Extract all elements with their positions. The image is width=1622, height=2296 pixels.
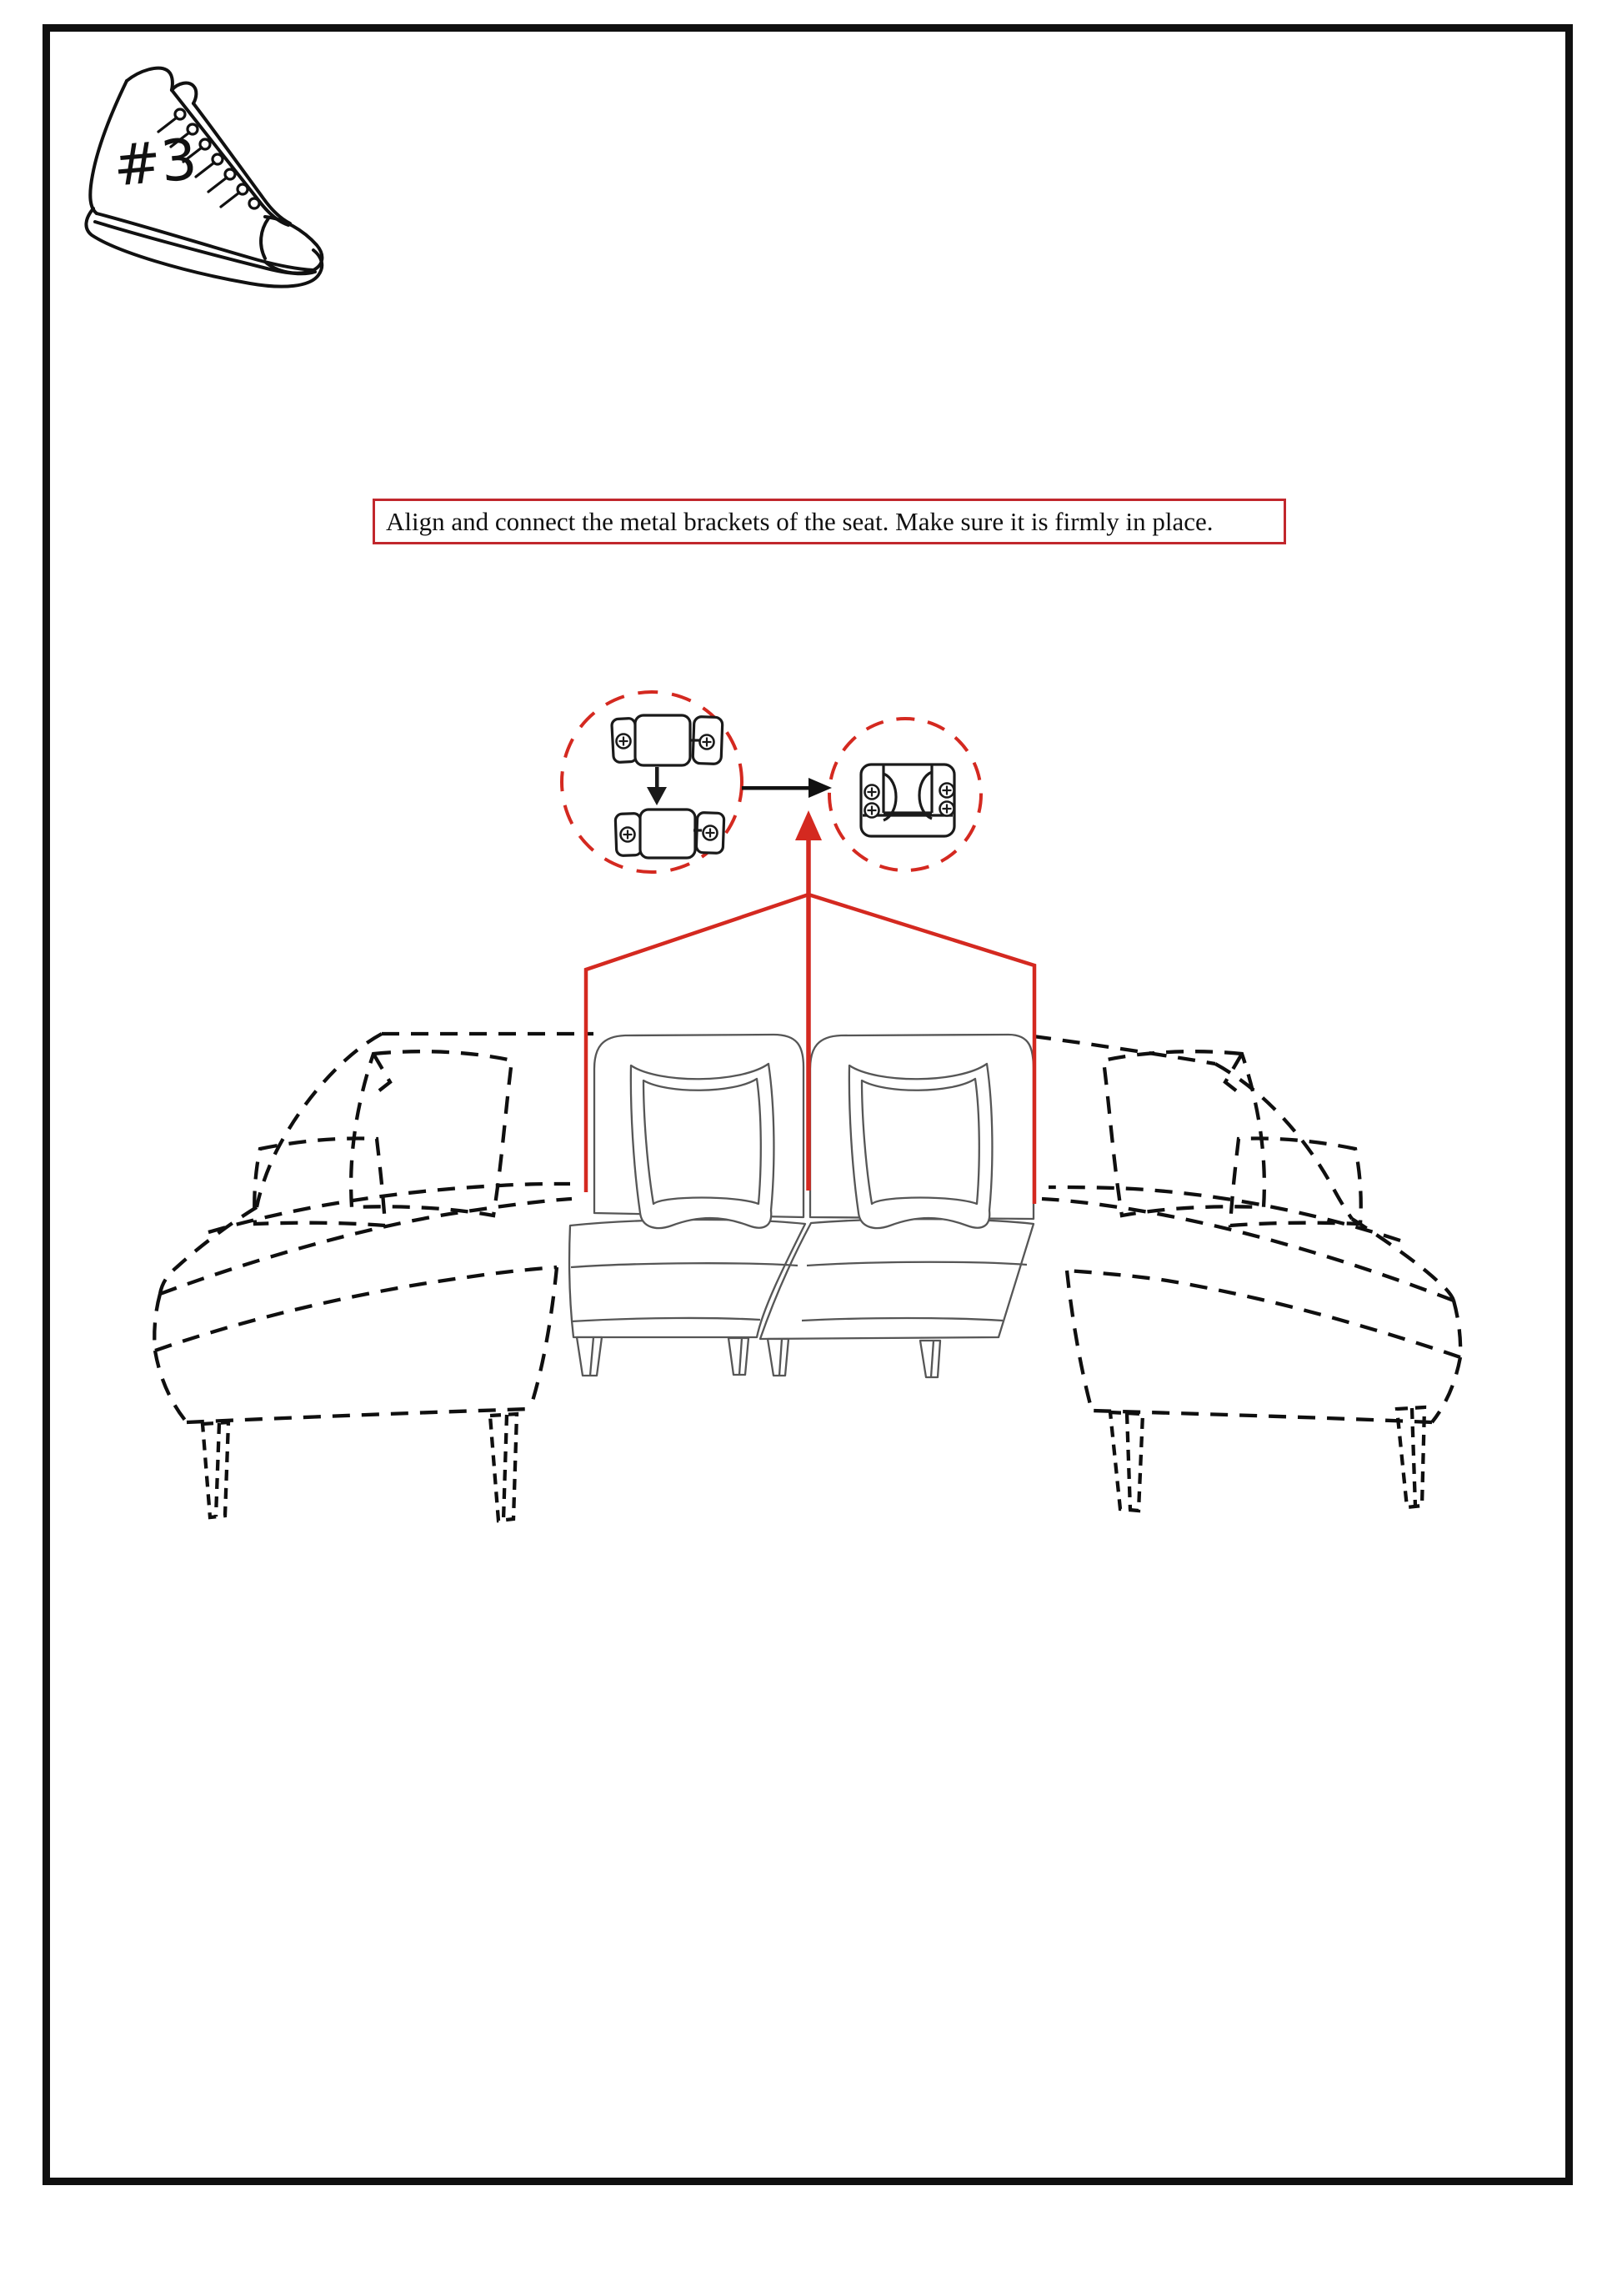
- sneaker-icon: [86, 68, 322, 287]
- bracket-pair-apart: [612, 715, 724, 858]
- bracket-bottom: [615, 810, 724, 858]
- screw-icon: [940, 784, 954, 798]
- screw-icon: [617, 734, 631, 749]
- right-arrow-icon: [742, 778, 832, 798]
- screw-icon: [865, 804, 879, 818]
- screw-icon: [940, 802, 954, 816]
- screw-icon: [621, 828, 635, 842]
- screw-icon: [865, 785, 879, 800]
- bracket-top: [612, 715, 723, 765]
- down-arrow-icon: [647, 767, 667, 805]
- step-number-label: #3: [110, 127, 200, 200]
- detail-circle-right: [829, 719, 981, 870]
- left-chaise-outline: [154, 1034, 593, 1521]
- screw-icon: [703, 826, 718, 840]
- instruction-box: [373, 499, 1286, 544]
- instruction-text: Align and connect the metal brackets of the seat. Make sure it is firmly in place.: [386, 506, 1214, 536]
- right-chaise-outline: [1034, 1036, 1460, 1511]
- detail-circle-left: [562, 692, 742, 872]
- middle-chair-legs: [577, 1337, 940, 1377]
- middle-seat-modules: [569, 1035, 1034, 1377]
- bracket-connected: [861, 764, 954, 836]
- screw-icon: [700, 735, 714, 749]
